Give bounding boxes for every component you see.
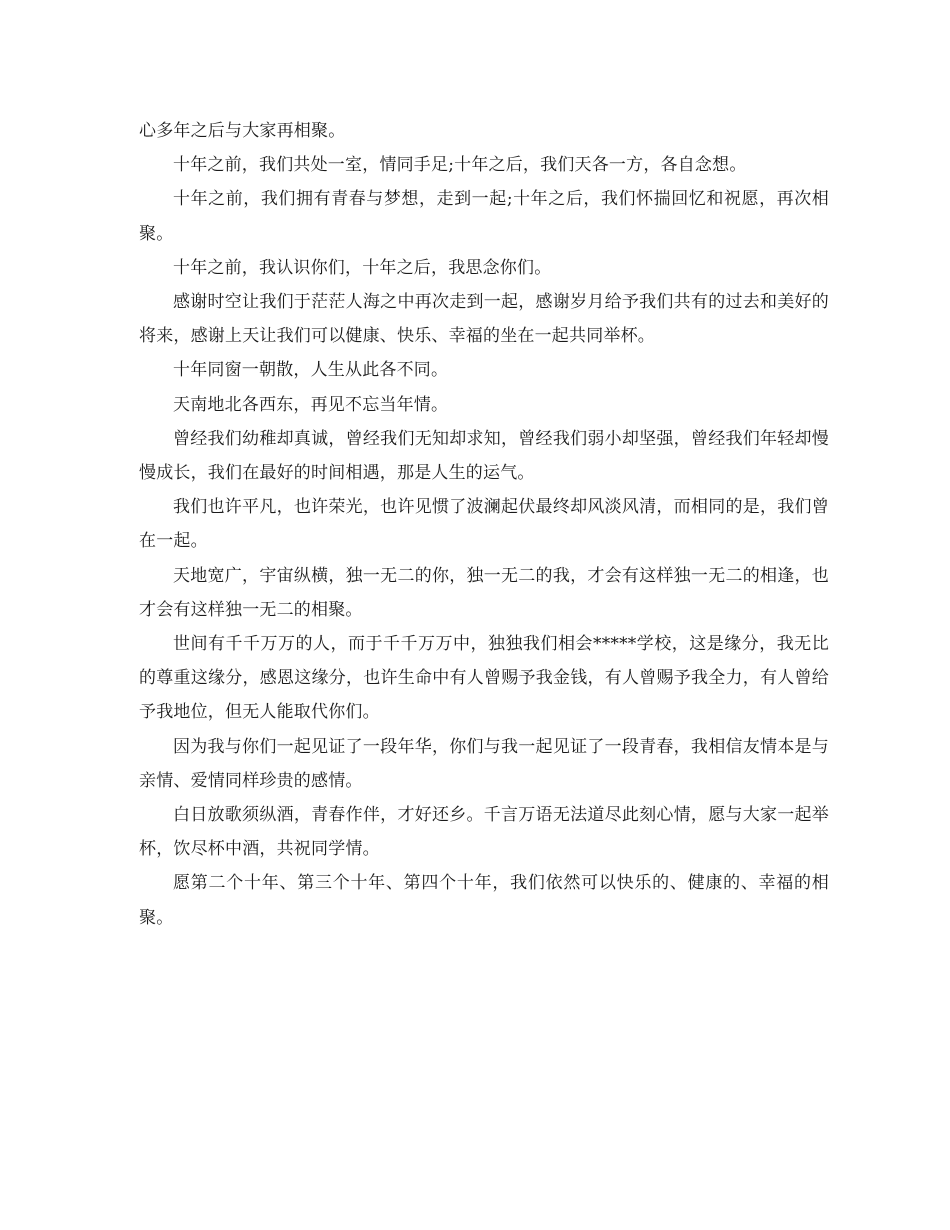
paragraph: 十年之前，我们拥有青春与梦想，走到一起;十年之后，我们怀揣回忆和祝愿，再次相聚。: [139, 189, 829, 244]
paragraph: 十年之前，我们共处一室，情同手足;十年之后，我们天各一方，各自念想。: [173, 155, 747, 176]
paragraph: 感谢时空让我们于茫茫人海之中再次走到一起，感谢岁月给予我们共有的过去和美好的将来，感谢上天让我们可以健康、快乐、幸福的坐在一起共同举杯。: [139, 292, 829, 347]
paragraph: 十年之前，我认识你们，十年之后，我思念你们。: [173, 257, 552, 278]
paragraph: 世间有千千万万的人，而于千千万万中，独独我们相会*****学校，这是缘分，我无比的尊重这缘分，感恩这缘分，也许生命中有人曾赐予我金钱，有人曾赐予我全力，有人曾给予我地位，但无人能取代你们。: [139, 634, 829, 723]
document-body: [139, 114, 829, 935]
paragraph: 曾经我们幼稚却真诚，曾经我们无知却求知，曾经我们弱小却坚强，曾经我们年轻却慢慢成长，我们在最好的时间相遇，那是人生的运气。: [139, 428, 829, 484]
paragraph: 白日放歌须纵酒，青春作伴，才好还乡。千言万语无法道尽此刻心情，愿与大家一起举杯，饮尽杯中酒，共祝同学情。: [139, 805, 829, 860]
paragraph: 愿第二个十年、第三个十年、第四个十年，我们依然可以快乐的、健康的、幸福的相聚。: [139, 873, 829, 928]
paragraph: 天南地北各西东，再见不忘当年情。: [173, 394, 449, 415]
paragraph: 十年同窗一朝散，人生从此各不同。: [173, 360, 449, 381]
paragraph: 天地宽广，宇宙纵横，独一无二的你，独一无二的我，才会有这样独一无二的相逢，也才会有这样独一无二的相聚。: [139, 565, 829, 620]
paragraph-continued: 心多年之后与大家再相聚。: [139, 121, 346, 141]
paragraph: 我们也许平凡，也许荣光，也许见惯了波澜起伏最终却风淡风清，而相同的是，我们曾在一起。: [139, 497, 829, 552]
paragraph: 因为我与你们一起见证了一段年华，你们与我一起见证了一段青春，我相信友情本是与亲情、爱情同样珍贵的感情。: [139, 736, 829, 791]
